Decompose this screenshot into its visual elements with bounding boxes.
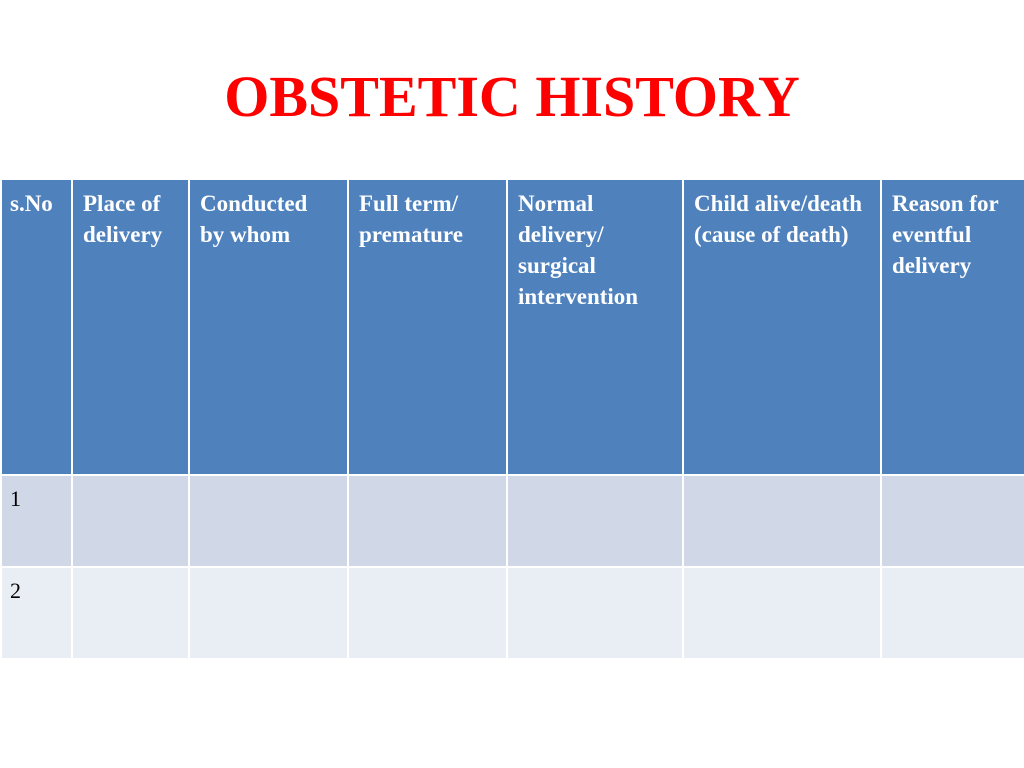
header-sno: s.No xyxy=(1,179,72,475)
table-cell xyxy=(507,475,683,567)
table-cell: 2 xyxy=(1,567,72,659)
header-full-term-premature: Full term/ premature xyxy=(348,179,507,475)
table-cell xyxy=(881,475,1024,567)
table-cell xyxy=(683,475,881,567)
header-place-of-delivery: Place of delivery xyxy=(72,179,189,475)
header-child-alive-death: Child alive/death (cause of death) xyxy=(683,179,881,475)
header-delivery-type: Normal delivery/ surgical intervention xyxy=(507,179,683,475)
table-cell xyxy=(683,567,881,659)
page-title: OBSTETIC HISTORY xyxy=(224,64,800,129)
table-header-row xyxy=(1,179,1024,475)
table-cell xyxy=(189,567,348,659)
obstetric-history-table xyxy=(0,178,1024,660)
table-cell xyxy=(881,567,1024,659)
table-cell xyxy=(72,475,189,567)
table-cell xyxy=(189,475,348,567)
table-row xyxy=(1,475,1024,567)
table-cell xyxy=(348,567,507,659)
table-cell xyxy=(72,567,189,659)
header-conducted-by-whom: Conducted by whom xyxy=(189,179,348,475)
table-cell xyxy=(348,475,507,567)
header-reason-eventful-delivery: Reason for eventful delivery xyxy=(881,179,1024,475)
table-row xyxy=(1,567,1024,659)
table-cell xyxy=(507,567,683,659)
table-cell: 1 xyxy=(1,475,72,567)
